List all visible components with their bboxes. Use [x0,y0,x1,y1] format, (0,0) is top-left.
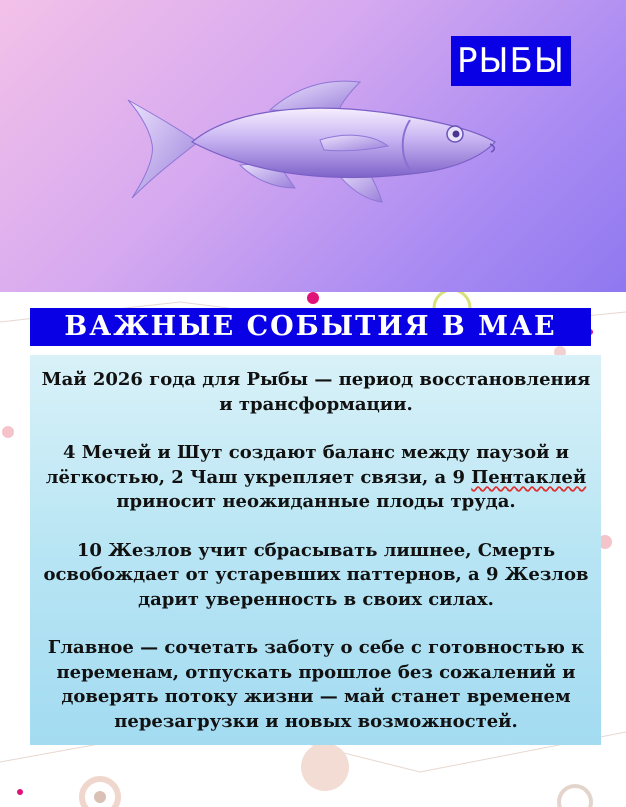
paragraph-cards-1 [36,441,596,515]
body-text [36,368,596,758]
section-title: ВАЖНЫЕ СОБЫТИЯ В МАЕ [30,308,591,346]
fish-illustration [110,70,510,220]
spellcheck-word: Пентаклей [471,466,587,488]
paragraph-advice: Главное — сочетать заботу о себе с готовностью к переменам, отпускать прошлое без сожалений и доверять потоку жизни — май станет временем перезагрузки и новых возможностей. [47,637,585,732]
paragraph-intro: Май 2026 года для Рыбы — период восстановления и трансформации. [41,369,591,415]
paragraph-cards-1-end: приносит неожиданные плоды труда. [116,491,516,512]
hero-banner [0,0,626,292]
paragraph-cards-1-start: 4 Мечей и Шут создают баланс между паузой и лёгкостью, 2 Чаш укрепляет связи, а 9 [45,442,570,488]
paragraph-cards-2: 10 Жезлов учит сбрасывать лишнее, Смерть освобождает от устаревших паттернов, а 9 Жезлов дарит уверенность в своих силах. [43,539,589,610]
sign-title: РЫБЫ [451,36,571,86]
